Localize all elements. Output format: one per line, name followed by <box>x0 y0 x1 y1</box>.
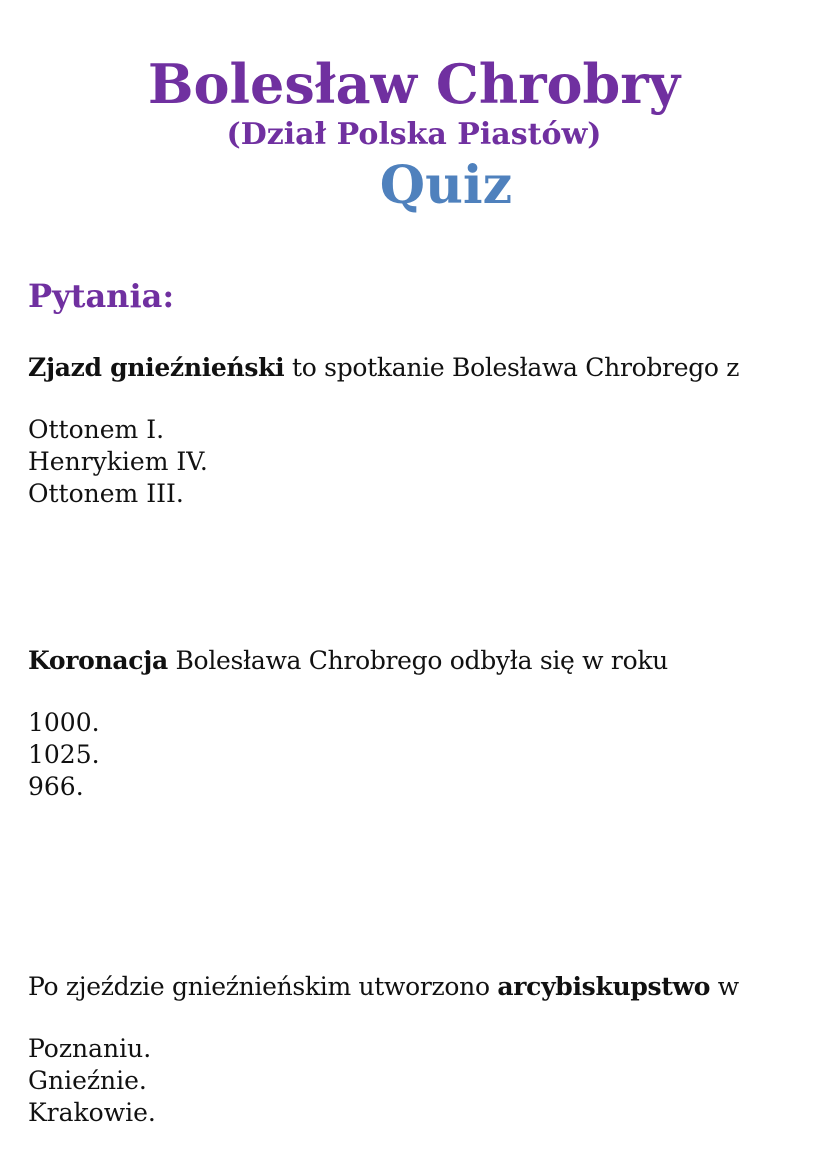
section-title: Pytania: <box>28 277 175 315</box>
answer-option[interactable]: Krakowie. <box>28 1098 156 1127</box>
answer-option[interactable]: Ottonem I. <box>28 415 165 444</box>
answer-list <box>28 707 818 803</box>
quiz-label: Quiz <box>379 155 513 216</box>
question-text-after: w <box>710 972 739 1001</box>
answer-list <box>28 414 818 510</box>
answer-option[interactable]: 1025. <box>28 740 100 769</box>
question-keyword: Zjazd gnieźnieński <box>28 353 285 382</box>
answer-option[interactable]: 1000. <box>28 708 100 737</box>
answer-list <box>28 1033 818 1129</box>
question-text-after: Bolesława Chrobrego odbyła się w roku <box>167 646 668 675</box>
question-text <box>28 971 818 1003</box>
answer-option[interactable]: Poznaniu. <box>28 1034 152 1063</box>
question-text-before: Po zjeździe gnieźnieńskim utworzono <box>28 972 498 1001</box>
question-2 <box>28 645 818 803</box>
answer-option[interactable]: Gnieźnie. <box>28 1066 147 1095</box>
question-text-after: to spotkanie Bolesława Chrobrego z <box>284 353 740 382</box>
question-3 <box>28 971 818 1129</box>
page-title: Bolesław Chrobry <box>147 52 681 116</box>
question-text <box>28 352 818 384</box>
question-keyword: Koronacja <box>28 646 168 675</box>
answer-option[interactable]: 966. <box>28 772 84 801</box>
page-subtitle: (Dział Polska Piastów) <box>226 117 602 152</box>
question-text <box>28 645 818 677</box>
answer-option[interactable]: Henrykiem IV. <box>28 447 208 476</box>
question-keyword: arcybiskupstwo <box>497 972 711 1001</box>
question-1 <box>28 352 818 510</box>
answer-option[interactable]: Ottonem III. <box>28 479 184 508</box>
page-header <box>0 52 828 216</box>
